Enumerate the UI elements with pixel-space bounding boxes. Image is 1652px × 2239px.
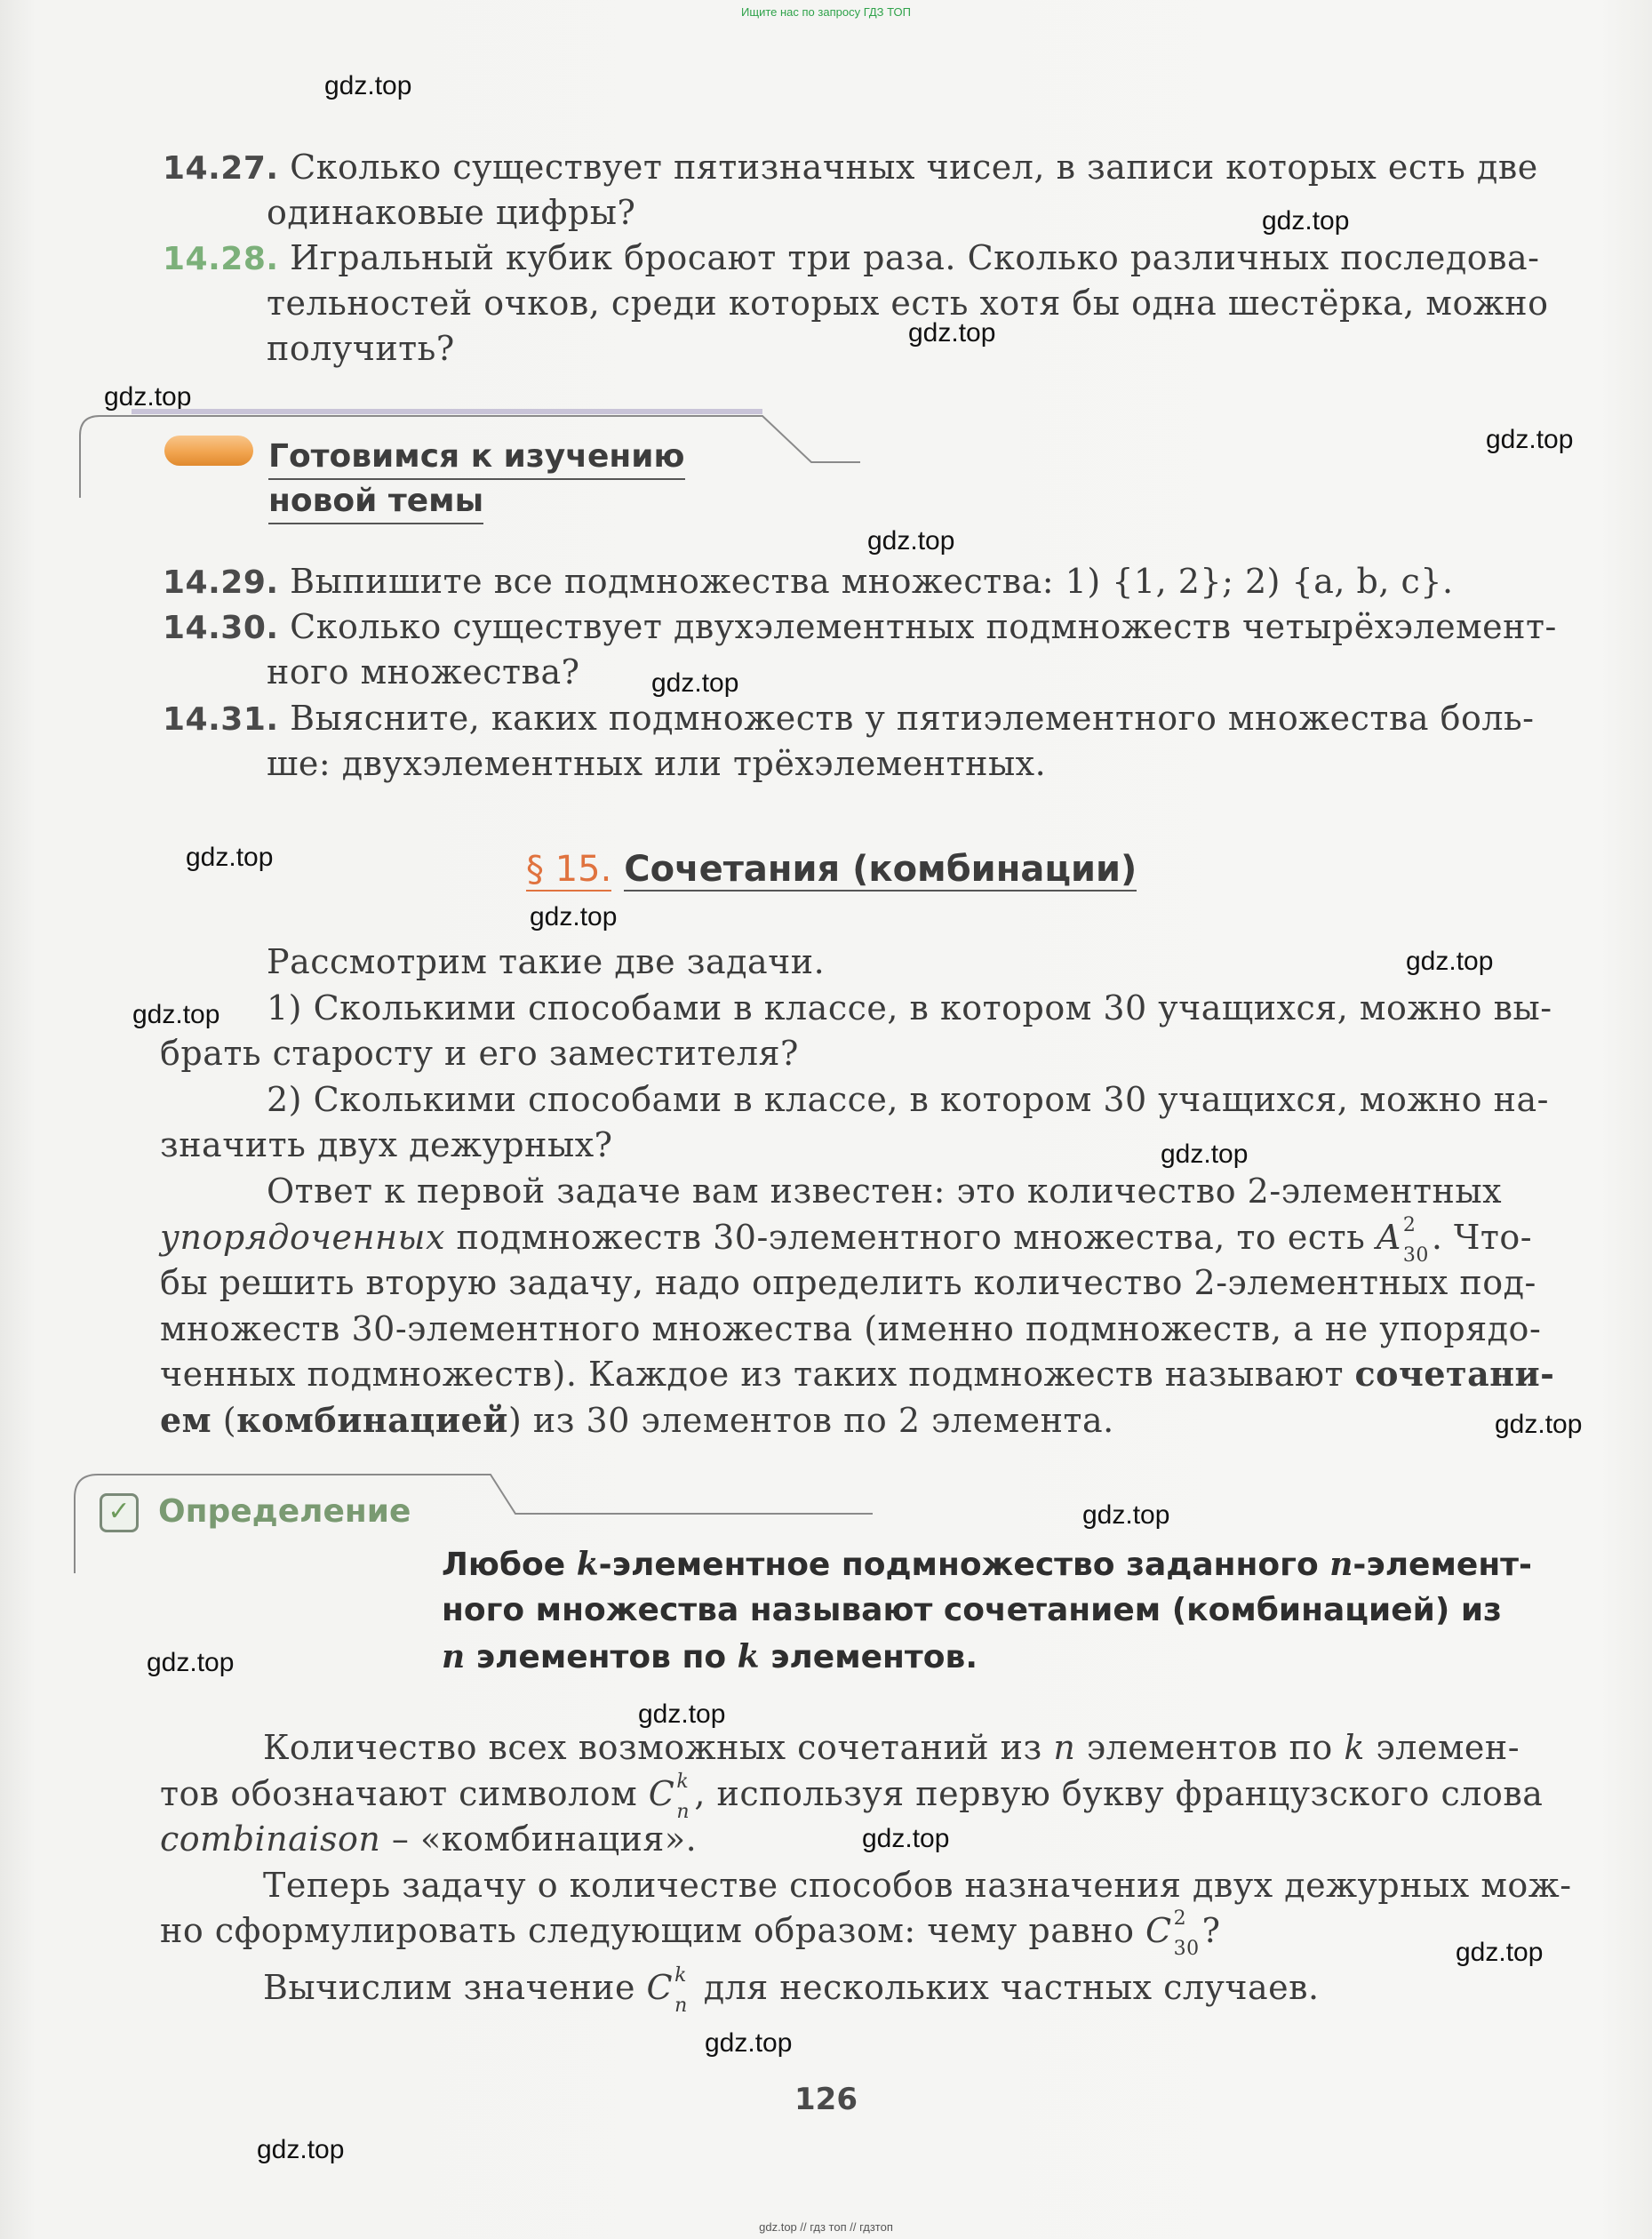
math-symbol-C: C [648, 1774, 675, 1813]
exercise-text: Сколько существует двухэлементных подмножеств четырёхэлемент- [290, 607, 1557, 646]
math-n: n [442, 1638, 466, 1675]
section-marker-icon [164, 436, 253, 466]
exercise-text: Игральный кубик бросают три раза. Сколько различных последова- [290, 238, 1540, 277]
math-n: n [1053, 1728, 1076, 1767]
sub-index: n [676, 1801, 690, 1823]
watermark: gdz.top [324, 71, 412, 100]
exercise-number: 14.30. [163, 610, 279, 646]
exercise-number: 14.28. [163, 241, 279, 277]
math-indices [674, 1771, 694, 1823]
body-line: брать старосту и его заместителя? [160, 1034, 799, 1073]
math-symbol-C: C [646, 1968, 674, 2007]
watermark: gdz.top [1495, 1410, 1583, 1439]
exercise-number: 14.27. [163, 150, 279, 187]
math-symbol-C: C [1145, 1911, 1172, 1950]
body-line: Ответ к первой задаче вам известен: это количество 2-элементных [267, 1171, 1502, 1211]
watermark: gdz.top [186, 843, 274, 872]
math-symbol-A: A [1376, 1218, 1401, 1257]
sup-index: k [674, 1964, 687, 1987]
bottom-note: gdz.top // гдз топ // гдзтоп [759, 2220, 893, 2234]
body-line: значить двух дежурных? [160, 1125, 613, 1164]
watermark: gdz.top [705, 2028, 793, 2058]
body-line: 2) Сколькими способами в классе, в котором 30 учащихся, можно на- [267, 1080, 1549, 1119]
italic-term: combinaison [160, 1819, 381, 1859]
body-text: . Что- [1431, 1218, 1533, 1257]
watermark: gdz.top [132, 1000, 220, 1029]
exercise-number: 14.29. [163, 564, 279, 601]
section-number: § 15. [526, 849, 612, 890]
prep-title-line2: новой темы [268, 480, 483, 524]
body-text: ) из 30 элементов по 2 элемента. [507, 1401, 1114, 1440]
sup-index: 2 [1173, 1907, 1187, 1930]
exercise-text-line: тельностей очков, среди которых есть хотя бы одна шестёрка, можно [267, 284, 1549, 323]
bold-term: сочетани- [1354, 1354, 1555, 1394]
body-line [263, 1964, 1320, 2017]
watermark: gdz.top [1486, 425, 1574, 454]
body-line: множеств 30-элементного множества (именно подмножеств, а не упорядо- [160, 1309, 1542, 1348]
watermark: gdz.top [147, 1648, 235, 1677]
body-text: подмножеств 30-элементного множества, то есть [444, 1218, 1377, 1257]
exercise-text-line: ного множества? [267, 652, 580, 692]
body-line [160, 1816, 697, 1862]
body-line: Теперь задачу о количестве способов назначения двух дежурных мож- [263, 1866, 1572, 1905]
sup-index: k [676, 1771, 690, 1793]
exercise-text-line: одинаковые цифры? [267, 193, 636, 232]
watermark: gdz.top [867, 526, 955, 556]
math-n: n [1329, 1546, 1353, 1583]
exercise-text-line: получить? [267, 329, 455, 368]
definition-text: элементов по [465, 1639, 738, 1675]
bold-term: комбинацией [236, 1400, 508, 1440]
body-text: элемен- [1364, 1728, 1520, 1767]
italic-term: упорядоченных [160, 1218, 445, 1257]
watermark: gdz.top [1406, 947, 1494, 976]
watermark: gdz.top [908, 318, 996, 348]
body-line: 1) Сколькими способами в классе, в котором 30 учащихся, можно вы- [267, 988, 1552, 1028]
sub-index: 30 [1173, 1938, 1200, 1960]
watermark: gdz.top [1262, 206, 1350, 236]
definition-text: Любое [442, 1547, 577, 1583]
body-line [160, 1214, 1533, 1267]
exercise-text-line: ше: двухэлементных или трёхэлементных. [267, 744, 1047, 783]
body-text: Количество всех возможных сочетаний из [263, 1728, 1054, 1767]
watermark: gdz.top [1082, 1500, 1170, 1530]
body-line [160, 1771, 1544, 1823]
definition-text: -элементное подмножество заданного [598, 1547, 1330, 1583]
section-title [526, 849, 1137, 890]
exercise-14-31 [163, 695, 1535, 743]
math-indices [673, 1964, 692, 2017]
body-line: бы решить вторую задачу, надо определить количество 2-элементных под- [160, 1263, 1536, 1302]
body-text: ( [211, 1401, 237, 1440]
math-indices [1172, 1907, 1202, 1960]
math-k: k [737, 1638, 760, 1675]
math-indices [1401, 1214, 1432, 1267]
prep-title-line1: Готовимся к изучению [268, 436, 685, 480]
watermark: gdz.top [104, 382, 192, 412]
body-text: – «комбинация». [380, 1819, 698, 1859]
body-line [160, 1907, 1221, 1960]
body-line: Рассмотрим такие две задачи. [267, 942, 826, 981]
exercise-text: Выпишите все подмножества множества: 1) {1, 2}; 2) {a, b, c}. [290, 562, 1454, 601]
page-number: 126 [794, 2082, 858, 2117]
exercise-14-30 [163, 604, 1557, 652]
exercise-14-27 [163, 144, 1538, 192]
body-text: ? [1201, 1911, 1221, 1950]
body-line [160, 1351, 1554, 1397]
math-k: k [1344, 1728, 1365, 1767]
watermark: gdz.top [530, 902, 618, 932]
math-k: k [576, 1546, 599, 1583]
watermark: gdz.top [651, 668, 739, 698]
definition-line-2: ного множества называют сочетанием (комбинацией) из [442, 1592, 1502, 1628]
watermark: gdz.top [862, 1824, 950, 1853]
checkmark-icon: ✓ [100, 1493, 139, 1532]
exercise-text: Сколько существует пятизначных чисел, в записи которых есть две [290, 148, 1538, 187]
definition-label: Определение [158, 1493, 411, 1530]
sub-index: n [674, 1995, 688, 2017]
exercise-text: Выясните, каких подмножеств у пятиэлементного множества боль- [290, 699, 1535, 738]
exercise-14-28 [163, 235, 1540, 283]
sub-index: 30 [1402, 1244, 1429, 1267]
body-text: для нескольких частных случаев. [692, 1968, 1320, 2007]
body-text: элементов по [1075, 1728, 1345, 1767]
body-line [160, 1397, 1114, 1443]
exercise-14-29 [163, 558, 1454, 606]
sup-index: 2 [1402, 1214, 1417, 1236]
top-note: Ищите нас по запросу ГДЗ ТОП [741, 5, 911, 19]
definition-text: элементов. [759, 1639, 978, 1675]
watermark: gdz.top [257, 2135, 345, 2164]
body-line [263, 1724, 1520, 1771]
prep-section-title [268, 436, 685, 524]
section-heading: Сочетания (комбинации) [624, 849, 1137, 890]
exercise-number: 14.31. [163, 701, 279, 738]
definition-line-1 [442, 1541, 1532, 1588]
watermark: gdz.top [638, 1699, 726, 1729]
body-text: , используя первую букву французского слова [694, 1774, 1544, 1813]
body-text: ченных подмножеств). Каждое из таких подмножеств называют [160, 1355, 1355, 1394]
body-text: тов обозначают символом [160, 1774, 649, 1813]
watermark: gdz.top [1456, 1938, 1544, 1967]
watermark: gdz.top [1161, 1139, 1249, 1169]
bold-term: ем [160, 1400, 212, 1440]
definition-text: -элемент- [1353, 1547, 1532, 1583]
definition-line-3 [442, 1634, 978, 1681]
body-text: Вычислим значение [263, 1968, 647, 2007]
body-text: но сформулировать следующим образом: чему равно [160, 1911, 1146, 1950]
